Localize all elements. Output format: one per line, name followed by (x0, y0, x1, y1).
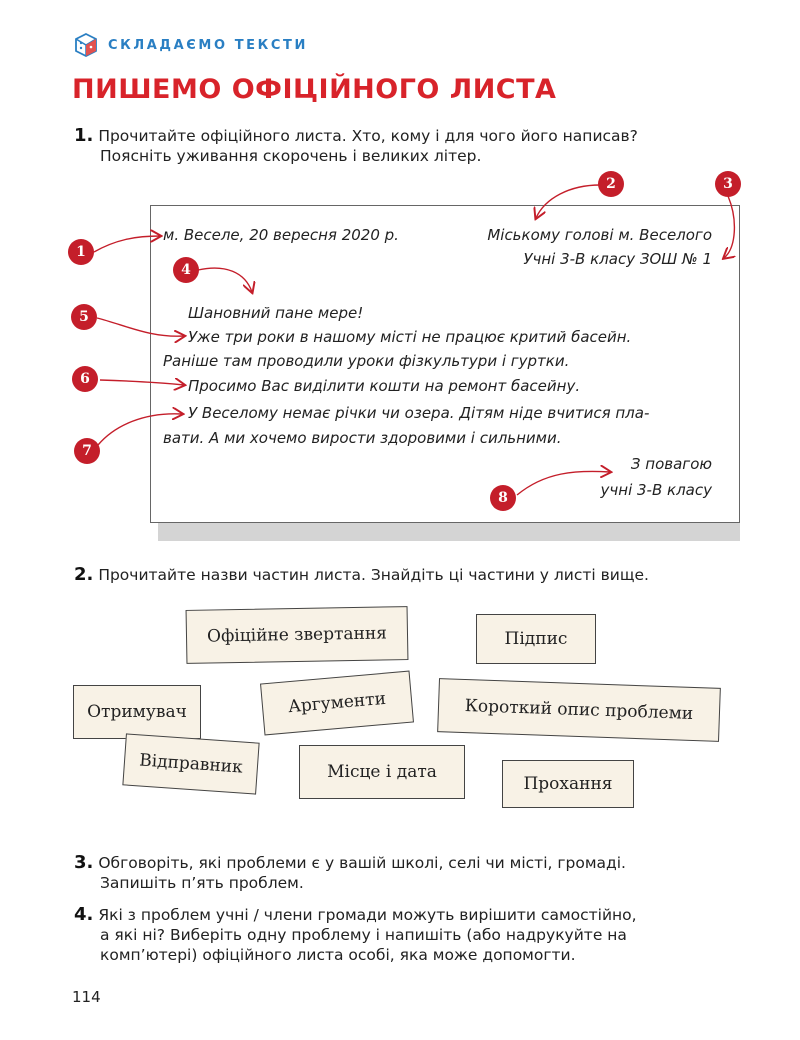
callout-badge-5: 5 (71, 304, 97, 330)
letter-recipient-2: Учні 3-В класу ЗОШ № 1 (523, 250, 712, 268)
section-label: СКЛАДАЄМО ТЕКСТИ (108, 38, 308, 53)
letter-body-line: Уже три роки в нашому місті не працює критий басейн. (188, 328, 632, 346)
dice-icon (74, 33, 98, 57)
callout-badge-6: 6 (72, 366, 98, 392)
task-text: Обговоріть, які проблеми є у вашій школі, селі чи місті, громаді. (98, 854, 626, 872)
letter-place-date: м. Веселе, 20 вересня 2020 р. (163, 226, 399, 244)
task-number: 3. (74, 852, 94, 873)
task-number: 1. (74, 125, 94, 146)
card-official-greeting[interactable]: Офіційне звертання (186, 606, 409, 664)
card-request[interactable]: Прохання (502, 760, 634, 808)
callout-badge-7: 7 (74, 438, 100, 464)
task-1 (74, 126, 638, 146)
letter-body-line: У Веселому немає річки чи озера. Дітям ніде вчитися пла- (188, 404, 650, 422)
task-text: Прочитайте офіційного листа. Хто, кому і для чого його написав? (98, 127, 638, 145)
letter-body-line: Раніше там проводили уроки фізкультури і гуртки. (163, 352, 570, 370)
card-arguments[interactable]: Аргументи (260, 671, 414, 736)
page-title: ПИШЕМО ОФІЦІЙНОГО ЛИСТА (72, 74, 557, 105)
task-4-line-2: а які ні? Виберіть одну проблему і напишіть (або надрукуйте на (100, 926, 627, 944)
task-text: Прочитайте назви частин листа. Знайдіть ці частини у листі вище. (98, 566, 649, 584)
letter-closing-1: З повагою (630, 455, 712, 473)
callout-badge-3: 3 (715, 171, 741, 197)
letter-body-line: вати. А ми хочемо вирости здоровими і сильними. (163, 429, 562, 447)
task-4-line-3: комп’ютері) офіційного листа особі, яка може допомогти. (100, 946, 576, 964)
letter-recipient-1: Міському голові м. Веселого (487, 226, 712, 244)
callout-badge-2: 2 (598, 171, 624, 197)
task-4 (74, 905, 637, 925)
letter-closing-2: учні 3-В класу (600, 481, 712, 499)
card-place-date[interactable]: Місце і дата (299, 745, 465, 799)
section-icon (74, 33, 98, 57)
card-signature[interactable]: Підпис (476, 614, 596, 664)
task-text: Які з проблем учні / члени громади можуть вирішити самостійно, (98, 906, 637, 924)
task-3-line-2: Запишіть п’ять проблем. (100, 874, 304, 892)
callout-badge-1: 1 (68, 239, 94, 265)
page-number: 114 (72, 988, 101, 1006)
task-number: 4. (74, 904, 94, 925)
task-2 (74, 565, 649, 585)
callout-badge-8: 8 (490, 485, 516, 511)
task-number: 2. (74, 564, 94, 585)
letter-greeting: Шановний пане мере! (188, 304, 364, 322)
callout-badge-4: 4 (173, 257, 199, 283)
task-3 (74, 853, 626, 873)
letter-body-line: Просимо Вас виділити кошти на ремонт басейну. (188, 377, 581, 395)
task-1-line-2: Поясніть уживання скорочень і великих літер. (100, 147, 482, 165)
card-sender[interactable]: Відправник (122, 733, 259, 794)
card-recipient[interactable]: Отримувач (73, 685, 201, 739)
card-problem-description[interactable]: Короткий опис проблеми (437, 678, 721, 742)
